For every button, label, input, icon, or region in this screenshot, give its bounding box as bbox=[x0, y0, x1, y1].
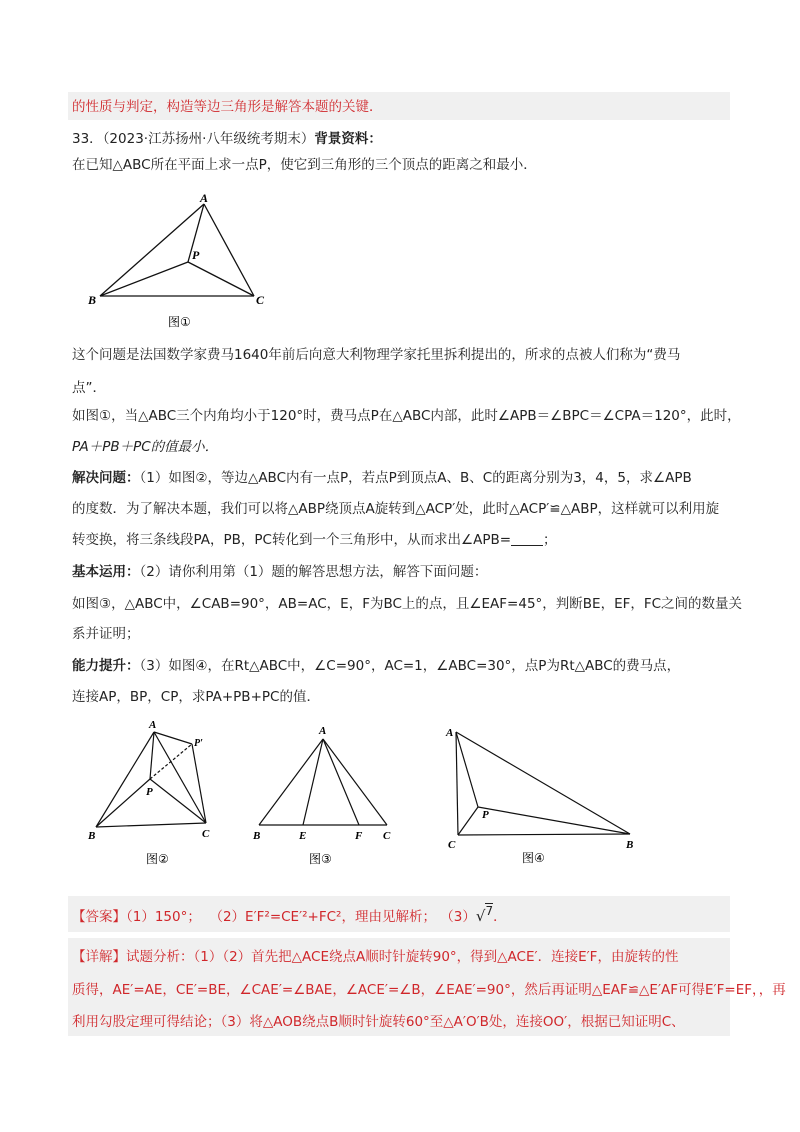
fig2-label-a: A bbox=[149, 719, 157, 731]
fig3-edge-ac bbox=[323, 739, 387, 825]
fig3-label-e: E bbox=[299, 830, 307, 842]
answer-blank[interactable] bbox=[511, 532, 543, 546]
fig3-label-c: C bbox=[383, 830, 391, 842]
q1-text-1: （1）如图②，等边△ABC内有一点P，若点P到顶点A、B、C的距离分别为3，4，5，求∠APB bbox=[139, 470, 692, 486]
sqrt-value: 7 bbox=[485, 904, 494, 918]
figure-4 bbox=[440, 722, 660, 872]
q2-line-3: 系并证明； bbox=[72, 626, 140, 642]
detail-line-1 bbox=[72, 947, 728, 967]
fig1-label-a: A bbox=[200, 191, 209, 205]
fig4-label-c: C bbox=[448, 839, 456, 851]
fig1-desc-line-1: 如图①，当△ABC三个内角均小于120°时，费马点P在△ABC内部，此时∠APB＝∠BPC＝∠CPA＝120°，此时， bbox=[72, 408, 741, 424]
q3-line-1 bbox=[72, 656, 728, 676]
fig2-caption: 图② bbox=[146, 852, 169, 866]
detail-label: 【详解】 bbox=[72, 949, 126, 965]
fig2-label-b: B bbox=[88, 830, 96, 842]
intro-line: 在已知△ABC所在平面上求一点P，使它到三角形的三个顶点的距离之和最小． bbox=[72, 157, 537, 173]
fig2-seg-pa bbox=[150, 732, 154, 779]
fig1-label-b: B bbox=[88, 293, 97, 307]
fig4-label-p: P bbox=[482, 809, 489, 821]
fig1-edge-ac bbox=[204, 204, 254, 296]
fig1-edge-ab bbox=[100, 204, 204, 296]
detail-line-2: 质得，AE′=AE，CE′=BE，∠CAE′=∠BAE，∠ACE′=∠B，∠EAE′=90°，然后再证明△EAF≌△E′AF可得E′F=EF，，再 bbox=[72, 982, 786, 998]
answer-label: 【答案】 bbox=[72, 909, 126, 925]
q1-text-3-end: ； bbox=[543, 532, 557, 548]
fig4-seg-pc bbox=[458, 807, 478, 835]
fig2-label-p1: P′ bbox=[194, 738, 203, 749]
answer-part-3: （3） bbox=[440, 909, 476, 925]
q1-label: 解决问题： bbox=[72, 470, 140, 486]
q3-label: 能力提升： bbox=[72, 658, 140, 674]
q1-line-3 bbox=[72, 530, 728, 550]
sqrt-symbol: √ bbox=[475, 907, 486, 925]
fig4-label-b: B bbox=[626, 839, 634, 851]
figure-3 bbox=[245, 715, 405, 875]
problem-header bbox=[72, 129, 728, 149]
detail-line-3: 利用勾股定理可得结论；（3）将△AOB绕点B顺时针旋转60°至△A′O′B处，连接OO′，根据已知证明C、 bbox=[72, 1014, 685, 1030]
q2-line-2: 如图③，△ABC中，∠CAB=90°，AB=AC，E，F为BC上的点，且∠EAF=45°，判断BE，EF，FC之间的数量关 bbox=[72, 596, 743, 612]
fig1-label-c: C bbox=[256, 293, 265, 307]
q2-label: 基本运用： bbox=[72, 564, 140, 580]
fig3-label-a: A bbox=[319, 725, 327, 737]
fig2-seg-pc bbox=[150, 779, 206, 823]
fig4-edge-ac bbox=[456, 732, 458, 835]
fig3-label-b: B bbox=[253, 830, 261, 842]
fermat-line-2: 点”． bbox=[72, 380, 106, 396]
fig1-label-p: P bbox=[192, 248, 200, 262]
fig4-caption: 图④ bbox=[522, 851, 545, 865]
q3-text-1: （3）如图④，在Rt△ABC中，∠C=90°，AC=1，∠ABC=30°，点P为Rt△ABC的费马点， bbox=[139, 658, 681, 674]
problem-number: 33． bbox=[72, 131, 103, 147]
answer-part-1: （1）150°； bbox=[126, 909, 201, 925]
fig3-seg-af bbox=[323, 739, 359, 825]
answer-part-2: （2）E′F²=CE′²+FC²，理由见解析； bbox=[209, 909, 436, 925]
fig2-label-c: C bbox=[202, 828, 210, 840]
fig2-seg-pp1 bbox=[150, 744, 192, 779]
detail-text-1: 试题分析：（1）（2）首先把△ACE绕点A顺时针旋转90°，得到△ACE′．连接E′F，由旋转的性 bbox=[126, 949, 679, 965]
q2-text-1: （2）请你利用第（1）题的解答思想方法，解答下面问题： bbox=[139, 564, 488, 580]
fig1-desc-line-2: PA＋PB＋PC的值最小． bbox=[72, 439, 219, 455]
q1-text-3: 转变换，将三条线段PA，PB，PC转化到一个三角形中，从而求出∠APB= bbox=[72, 532, 512, 548]
answer-line bbox=[72, 906, 728, 927]
fermat-line-1: 这个问题是法国数学家费马1640年前后向意大利物理学家托里拆利提出的，所求的点被人们称为“费马 bbox=[72, 347, 681, 363]
q3-line-2: 连接AP，BP，CP，求PA+PB+PC的值． bbox=[72, 689, 320, 705]
fig2-label-p: P bbox=[146, 786, 153, 798]
fig3-caption: 图③ bbox=[309, 852, 332, 866]
fig2-seg-pb bbox=[96, 779, 150, 827]
q1-line-1 bbox=[72, 468, 728, 488]
q2-line-1 bbox=[72, 562, 728, 582]
fig4-label-a: A bbox=[446, 727, 454, 739]
top-note: 的性质与判定，构造等边三角形是解答本题的关键． bbox=[72, 99, 383, 115]
background-title: 背景资料： bbox=[314, 131, 382, 147]
figure-1 bbox=[86, 190, 296, 340]
fig2-edge-bc bbox=[96, 823, 206, 827]
fig1-caption: 图① bbox=[168, 315, 191, 329]
fig1-seg-pb bbox=[100, 262, 188, 296]
q1-line-2: 的度数．为了解决本题，我们可以将△ABP绕顶点A旋转到△ACP′处，此时△ACP′≌△ABP，这样就可以利用旋 bbox=[72, 501, 720, 517]
fig4-edge-cb bbox=[458, 834, 630, 835]
fig2-edge-ab bbox=[96, 732, 154, 827]
fig3-label-f: F bbox=[355, 830, 363, 842]
answer-end: ． bbox=[493, 909, 507, 925]
problem-source: （2023·江苏扬州·八年级统考期末） bbox=[102, 131, 315, 147]
figure-2 bbox=[82, 715, 232, 875]
